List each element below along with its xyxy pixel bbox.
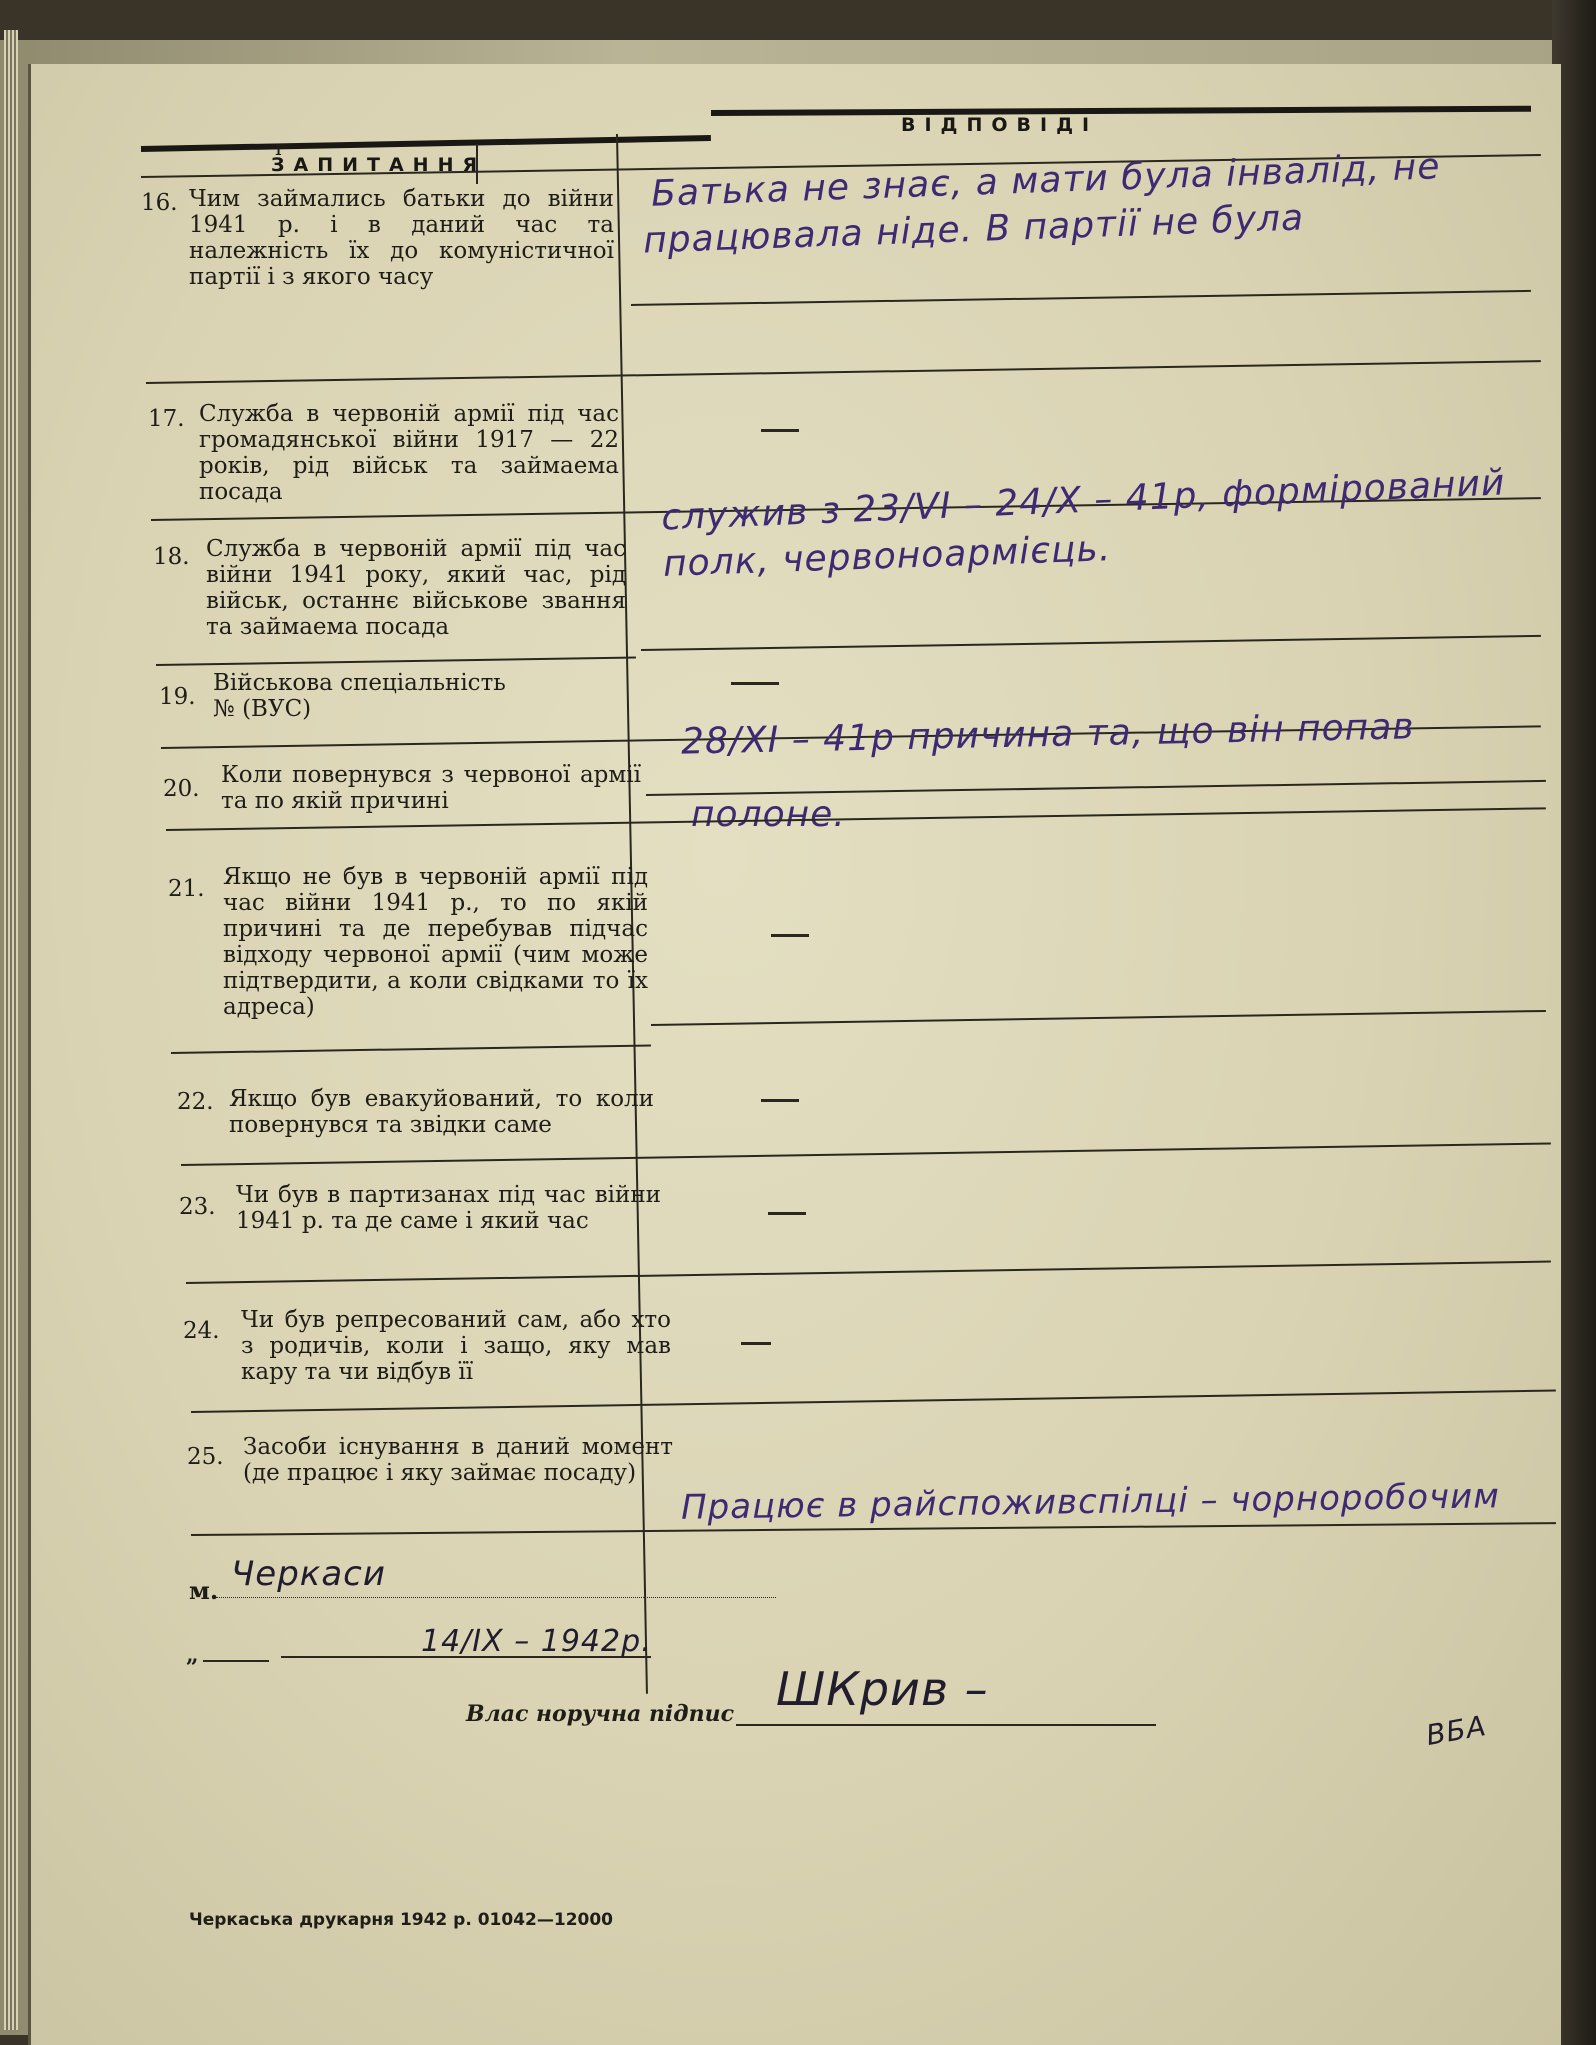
row-separator bbox=[186, 1261, 1551, 1284]
question-text: Чим займались батьки до війни 1941 р. і в даний час та належність їх до комуністичної партії і з якого часу bbox=[189, 186, 614, 290]
row-number: 19. bbox=[159, 684, 196, 710]
question-text: Чи був в партизанах під час війни 1941 р. та де саме і який час bbox=[236, 1182, 661, 1234]
city-line bbox=[216, 1597, 776, 1598]
answer-dash bbox=[731, 682, 779, 685]
signature-label: Влас норучна підпис bbox=[466, 1701, 734, 1727]
stack-edge-left bbox=[4, 30, 18, 2030]
question-text: Якщо був евакуйований, то коли повернувся та звідки саме bbox=[229, 1086, 654, 1138]
signature-line bbox=[736, 1724, 1156, 1726]
header-divider bbox=[476, 144, 478, 184]
answer-dash bbox=[741, 1342, 771, 1345]
question-text: Засоби існування в даний момент (де працює і яку займає посаду) bbox=[243, 1434, 673, 1486]
row-number: 21. bbox=[168, 876, 205, 902]
answer-dash bbox=[771, 934, 809, 937]
city-prefix: м. bbox=[189, 1576, 219, 1605]
question-text: Служба в червоній армії під час війни 1941 року, який час, рід військ, останнє військове звання та займаема посада bbox=[206, 536, 626, 640]
answer-handwriting: працювала ніде. В партії не була bbox=[642, 197, 1305, 262]
date-quote: „ bbox=[186, 1642, 199, 1668]
row-number: 25. bbox=[187, 1444, 224, 1470]
header-rule-left bbox=[141, 135, 711, 152]
answer-dash bbox=[761, 1099, 799, 1102]
row-separator bbox=[191, 1390, 1556, 1413]
date-handwriting: 14/IX – 1942р. bbox=[421, 1624, 652, 1659]
question-text: Служба в червоній армії під час громадянської війни 1917 — 22 років, рід військ та займаема посада bbox=[199, 401, 619, 505]
answer-handwriting: полк, червоноармієць. bbox=[662, 528, 1112, 585]
row-separator bbox=[171, 1044, 651, 1054]
printer-imprint: Черкаська друкарня 1942 р. 01042—12000 bbox=[189, 1910, 614, 1930]
row-separator bbox=[156, 656, 636, 666]
row-number: 17. bbox=[148, 406, 185, 432]
row-separator bbox=[146, 360, 1541, 384]
header-rule-right bbox=[711, 106, 1531, 116]
question-text: Чи був репресований сам, або хто з родичів, коли і защо, яку мав кару та чи відбув її bbox=[241, 1307, 671, 1385]
row-number: 20. bbox=[163, 776, 200, 802]
answer-handwriting: служив з 23/VI – 24/X – 41р, формірований bbox=[660, 462, 1507, 539]
answer-handwriting: 28/XI – 41р причина та, що він попав bbox=[680, 706, 1415, 763]
margin-mark: ВБА bbox=[1423, 1708, 1489, 1753]
city-handwriting: Черкаси bbox=[231, 1554, 386, 1594]
answer-dash bbox=[768, 1212, 806, 1215]
date-day-line bbox=[203, 1660, 269, 1662]
row-number: 23. bbox=[179, 1194, 216, 1220]
answer-line bbox=[631, 290, 1531, 306]
row-number: 16. bbox=[141, 190, 178, 216]
row-number: 24. bbox=[183, 1318, 220, 1344]
questions-header: ЗАПИТАННЯ bbox=[271, 154, 487, 176]
answer-handwriting: полоне. bbox=[691, 794, 846, 835]
answer-handwriting: Працює в райспоживспілці – чорноробочим bbox=[680, 1476, 1501, 1528]
question-text: Коли повернувся з червоної армії та по якій причині bbox=[221, 762, 641, 814]
answer-handwriting: Батька не знає, а мати була інвалід, не bbox=[650, 146, 1442, 215]
row-separator bbox=[181, 1142, 1551, 1166]
row-number: 22. bbox=[177, 1089, 214, 1115]
answer-dash bbox=[761, 429, 799, 432]
answer-line bbox=[641, 635, 1541, 651]
answer-line bbox=[651, 1010, 1546, 1026]
signature-handwriting: ШКрив – bbox=[776, 1662, 989, 1716]
stray-mark: г bbox=[275, 136, 287, 161]
question-text: Якщо не був в червоній армії під час війни 1941 р., то по якій причині та де перебував підчас відходу червоної армії (чим може підтвердити, а коли свідками то їх адреса) bbox=[223, 864, 648, 1020]
answers-header: ВІДПОВІДІ bbox=[901, 114, 1099, 136]
question-text: Військова спеціальність № (ВУС) bbox=[213, 670, 506, 722]
form-page bbox=[28, 64, 1561, 2045]
row-number: 18. bbox=[153, 544, 190, 570]
